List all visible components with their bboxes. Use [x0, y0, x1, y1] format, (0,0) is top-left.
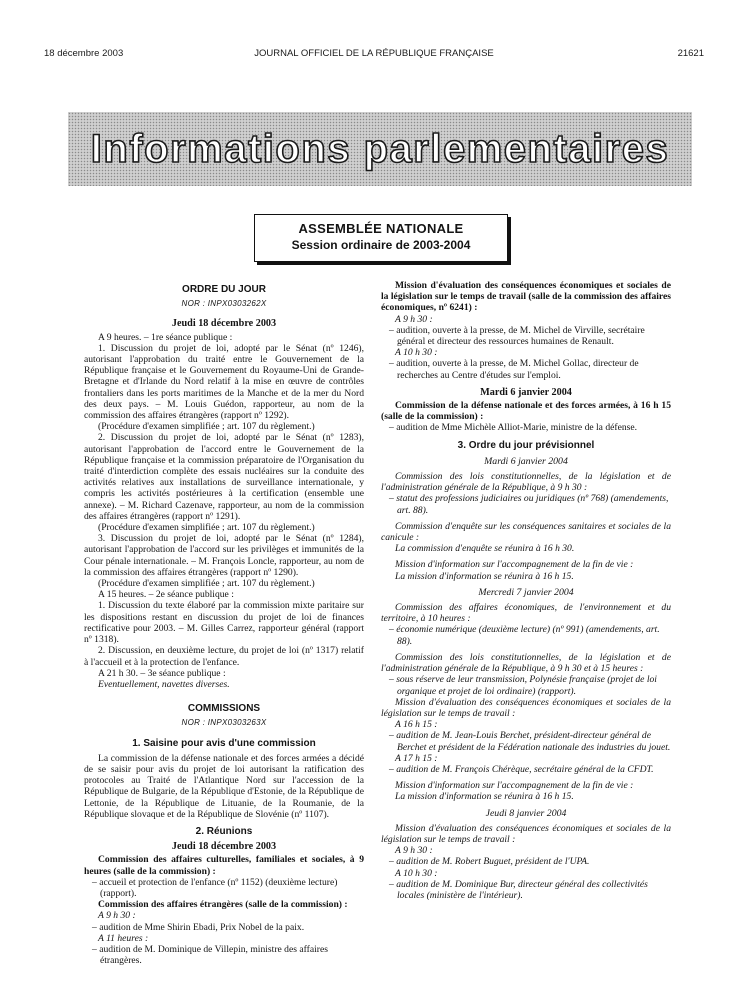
prev-mission-3-title: Mission d'évaluation des conséquences économiques et sociales de la législation sur le temps de travail : [381, 822, 671, 845]
left-column [84, 280, 364, 966]
prev-mardi-date: Mardi 6 janvier 2004 [484, 455, 568, 467]
prev-fin-de-vie-text: La mission d'information se réunira à 16 h 15. [395, 570, 574, 582]
prev-lois-item: – statut des professions judiciaires ou juridiques (nº 768) (amendements, art. 88). [389, 493, 669, 516]
prev-mission-3-time-1: A 9 h 30 : [395, 845, 433, 857]
mardi-date: Mardi 6 janvier 2004 [480, 386, 572, 398]
mission-title: Mission d'évaluation des conséquences économiques et sociales de la législation sur le temps de travail (salle de la commission des affaires économiques, nº 6241) : [381, 280, 671, 314]
prev-eco-title: Commission des affaires économiques, de l'environnement et du territoire, à 10 heures : [381, 602, 671, 625]
etrangeres-commission-title: Commission des affaires étrangères (salle de la commission) : [98, 899, 348, 911]
prev-mission-title: Mission d'évaluation des conséquences économiques et sociales de la législation sur le temps de travail : [381, 696, 671, 719]
seance-1-item-3-procedure: (Procédure d'examen simplifiée ; art. 107 du règlement.) [98, 578, 315, 590]
seance-2-item-1: 1. Discussion du texte élaboré par la commission mixte paritaire sur les dispositions restant en discussion du projet de loi de finances rectificative pour 2003. – M. Gilles Carrez, rapporteur général (rapport nº 1318). [84, 600, 364, 646]
prev-mission-3-item-1: – audition de M. Robert Buguet, président de l'UPA. [389, 856, 590, 868]
culturelles-commission-title: Commission des affaires culturelles, familiales et sociales, à 9 heures (salle de la commission) : [84, 854, 364, 877]
ordre-nor: NOR : INPX0303262X [181, 299, 267, 309]
right-column [381, 280, 671, 901]
section-banner-title: Informations parlementaires [90, 127, 670, 171]
prev-lois-2-item: – sous réserve de leur transmission, Polynésie française (projet de loi organique et projet de loi ordinaire) (rapport). [389, 674, 657, 697]
previsionnel-title: 3. Ordre du jour prévisionnel [457, 439, 595, 451]
seance-3-intro: A 21 h 30. – 3e séance publique : [98, 667, 226, 679]
seance-1-intro: A 9 heures. – 1re séance publique : [98, 331, 233, 343]
seance-1-item-2-procedure: (Procédure d'examen simplifiée ; art. 107 du règlement.) [98, 522, 315, 534]
prev-canicule-title: Commission d'enquête sur les conséquences sanitaires et sociales de la canicule : [381, 520, 671, 544]
mission-time-2: A 10 h 30 : [395, 347, 438, 359]
header-date: 18 décembre 2003 [44, 48, 124, 59]
commissions-title: COMMISSIONS [187, 703, 261, 715]
saisine-title: 1. Saisine pour avis d'une commission [132, 737, 316, 749]
etrangeres-time-1: A 9 h 30 : [98, 910, 136, 922]
prev-mission-item-2: – audition de M. François Chérèque, secrétaire général de la CFDT. [389, 763, 654, 775]
prev-mercredi-date: Mercredi 7 janvier 2004 [478, 586, 574, 598]
prev-mission-time-2: A 17 h 15 : [395, 752, 438, 764]
culturelles-item: – accueil et protection de l'enfance (nº 1152) (deuxième lecture) (rapport). [92, 876, 338, 899]
prev-mission-3-item-2: – audition de M. Dominique Bur, directeur général des collectivités locales (ministère de l'intérieur). [389, 878, 648, 901]
running-header [44, 48, 704, 62]
defense-commission-title: Commission de la défense nationale et des forces armées, à 16 h 15 (salle de la commission) : [381, 400, 671, 423]
etrangeres-item-2: – audition de M. Dominique de Villepin, ministre des affaires étrangères. [92, 943, 328, 967]
saisine-text: La commission de la défense nationale et des forces armées a décidé de se saisir pour avis du projet de loi autorisant la ratification des protocoles au Traité de l'Atlantique Nord sur l'accession de la République de Bulgarie, de la République d'Estonie, de la République de Lettonie, de la République de Lituanie, de la Roumanie, de la République slovaque et de la République de Slovénie (nº 1107). [84, 752, 364, 820]
seance-1-item-1: 1. Discussion du projet de loi, adopté par le Sénat (nº 1246), autorisant l'approbation du traité entre le Gouvernement de la République française et le Gouvernement du Royaume-Uni de Grande-Bretagne et d'Irlande du Nord relatif à la mise en œuvre de contrôles frontaliers dans les ports maritimes de la Manche et de la mer du Nord des deux pays. – M. Louis Guédon, rapporteur, au nom de la commission des affaires étrangères (rapport nº 1292). [84, 342, 364, 422]
prev-canicule-text: La commission d'enquête se réunira à 16 h 30. [395, 543, 575, 555]
prev-eco-item: – économie numérique (deuxième lecture) (nº 991) (amendements, art. 88). [389, 624, 660, 647]
seance-2-intro: A 15 heures. – 2e séance publique : [98, 589, 234, 601]
header-journal-title: JOURNAL OFFICIEL DE LA RÉPUBLIQUE FRANÇAISE [254, 48, 494, 59]
defense-item: – audition de Mme Michèle Alliot-Marie, ministre de la défense. [389, 422, 638, 434]
prev-mission-time-1: A 16 h 15 : [395, 719, 438, 731]
jeudi-date: Jeudi 18 décembre 2003 [171, 318, 277, 330]
mission-item-2: – audition, ouverte à la presse, de M. Michel Gollac, directeur de recherches au Centre d'études sur l'emploi. [389, 358, 639, 381]
prev-fin-de-vie-title: Mission d'information sur l'accompagnement de la fin de vie : [395, 559, 634, 571]
session-name: Session ordinaire de 2003-2004 [291, 238, 471, 252]
etrangeres-time-2: A 11 heures : [98, 932, 149, 944]
seance-1-item-3: 3. Discussion du projet de loi, adopté par le Sénat (nº 1284), autorisant l'approbation de l'accord sur les privilèges et immunités de la Cour pénale internationale. – M. François Loncle, rapporteur, au nom de la commission des affaires étrangères (rapport nº 1290). [84, 533, 364, 578]
chamber-name: ASSEMBLÉE NATIONALE [298, 221, 464, 236]
mission-time-1: A 9 h 30 : [395, 313, 433, 325]
seance-1-item-1-procedure: (Procédure d'examen simplifiée ; art. 107 du règlement.) [98, 421, 315, 433]
seance-3-item: Eventuellement, navettes diverses. [98, 678, 230, 690]
prev-lois-2-title: Commission des lois constitutionnelles, de la législation et de l'administration générale de la République, à 9 h 30 et à 15 heures : [381, 651, 671, 675]
prev-fin-de-vie-2-title: Mission d'information sur l'accompagnement de la fin de vie : [395, 780, 634, 792]
header-page-number: 21621 [677, 48, 704, 59]
seance-2-item-2: 2. Discussion, en deuxième lecture, du projet de loi (nº 1317) relatif à l'accueil et à la protection de l'enfance. [84, 645, 364, 668]
reunions-date: Jeudi 18 décembre 2003 [171, 841, 277, 853]
prev-fin-de-vie-2-text: La mission d'information se réunira à 16 h 15. [395, 791, 574, 803]
prev-mission-item-1: – audition de M. Jean-Louis Berchet, président-directeur général de Berchet et président de la Fédération nationale des industries du jouet. [389, 730, 671, 753]
mission-item-1: – audition, ouverte à la presse, de M. Michel de Virville, secrétaire général et directeur des ressources humaines de Renault. [389, 324, 645, 348]
ordre-du-jour-title: ORDRE DU JOUR [182, 284, 266, 295]
prev-mission-3-time-2: A 10 h 30 : [395, 867, 438, 879]
prev-jeudi-date: Jeudi 8 janvier 2004 [485, 807, 567, 819]
reunions-title: 2. Réunions [195, 825, 253, 837]
etrangeres-item-1: – audition de Mme Shirin Ebadi, Prix Nobel de la paix. [92, 921, 305, 933]
session-box [254, 214, 508, 262]
seance-1-item-2: 2. Discussion du projet de loi, adopté par le Sénat (nº 1283), autorisant l'approbation de l'accord entre le Gouvernement de la République française et la commission préparatoire de l'Organisation du traité d'interdiction complète des essais nucléaires sur la conduite des activités relatives aux installations de surveillance internationale, y compris les activités postérieures à la certification (ensemble une annexe). – M. Richard Cazenave, rapporteur, au nom de la commission des affaires étrangères (rapport nº 1291). [84, 432, 364, 522]
commissions-nor: NOR : INPX0303263X [181, 718, 267, 728]
prev-lois-title: Commission des lois constitutionnelles, de la législation et de l'administration générale de la République, à 9 h 30 : [381, 471, 671, 494]
